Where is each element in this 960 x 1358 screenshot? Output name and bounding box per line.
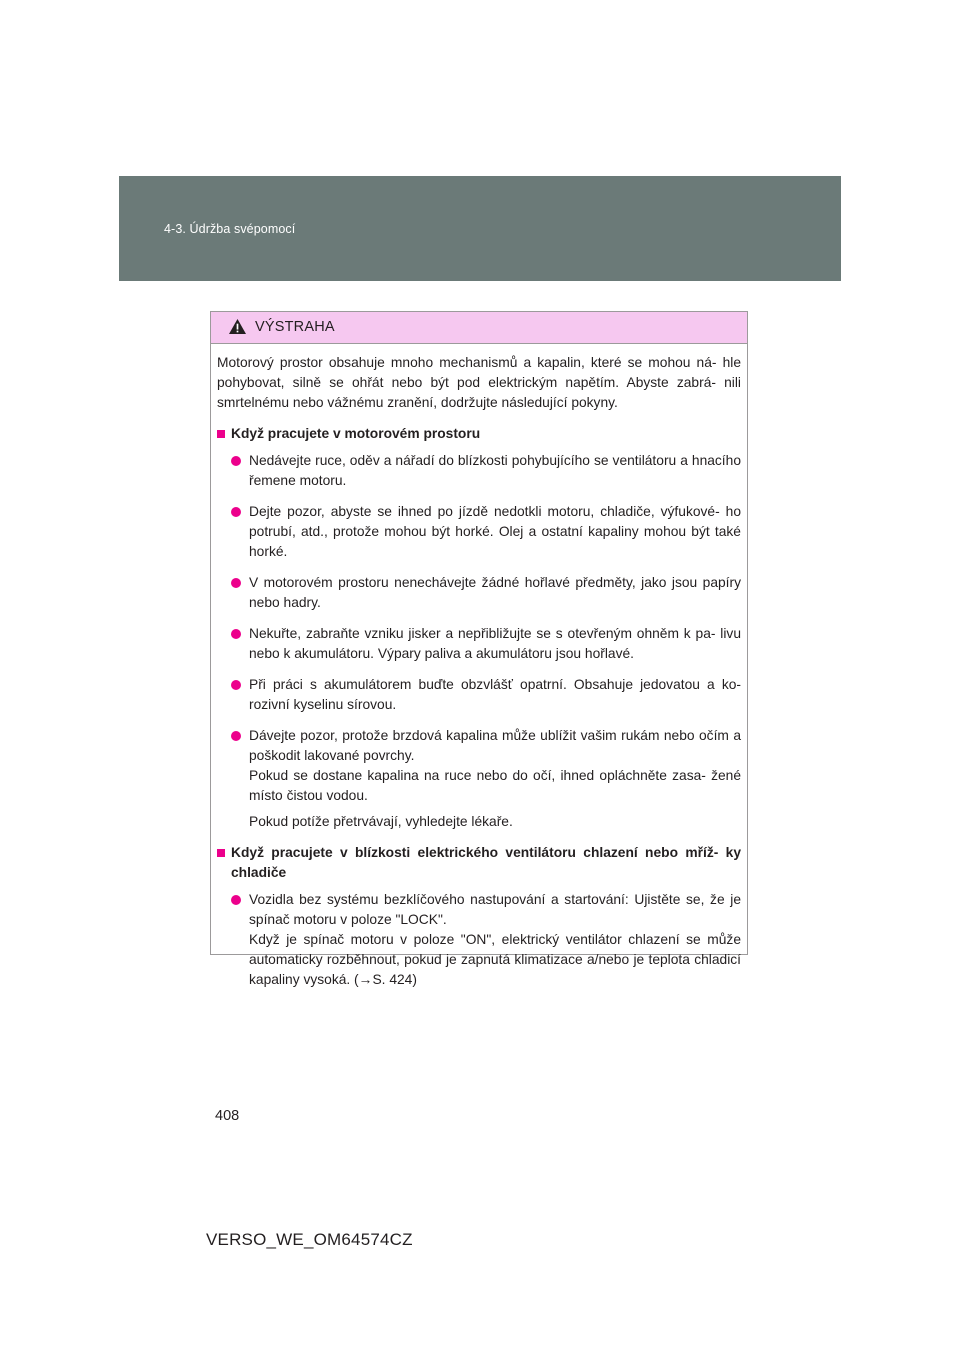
warning-triangle-icon xyxy=(228,318,247,335)
round-bullet-icon xyxy=(231,507,241,517)
round-bullet-icon xyxy=(231,895,241,905)
list-item: Nedávejte ruce, oděv a nářadí do blízkosti pohybujícího se ventilátoru a hnacího řemene motoru. xyxy=(217,451,741,491)
list-item: Při práci s akumulátorem buďte obzvlášť opatrní. Obsahuje jedovatou a ko- rozivní kyselinu sírovou. xyxy=(217,675,741,715)
list-item: Dávejte pozor, protože brzdová kapalina může ublížit vašim rukám nebo očím a poškodit lakované povrchy. Pokud se dostane kapalina na ruce nebo do očí, ihned opláchněte zasa- žené místo čistou vodou. Pokud potíže přetrvávají, vyhledejte lékaře. xyxy=(217,726,741,832)
warning-header xyxy=(211,312,747,344)
section-label: 4-3. Údržba svépomocí xyxy=(164,222,296,236)
list-item: Dejte pozor, abyste se ihned po jízdě nedotkli motoru, chladiče, výfukové- ho potrubí, atd., protože mohou být horké. Olej a ostatní kapaliny mohou být také horké. xyxy=(217,502,741,562)
warning-intro: Motorový prostor obsahuje mnoho mechanismů a kapalin, které se mohou ná- hle pohybovat, silně se ohřát nebo být pod elektrickým napětím. Abyste zabrá- nili smrtelnému nebo vážnému zranění, dodržujte následující pokyny. xyxy=(217,355,741,410)
chapter-header-band xyxy=(119,176,841,281)
round-bullet-icon xyxy=(231,578,241,588)
round-bullet-icon xyxy=(231,680,241,690)
warning-box xyxy=(210,311,748,987)
round-bullet-icon xyxy=(231,456,241,466)
list-item: Nekuřte, zabraňte vzniku jisker a nepřibližujte se s otevřeným ohněm k pa- livu nebo k akumulátoru. Výpary paliva a akumulátoru jsou hořlavé. xyxy=(217,624,741,664)
warning-body xyxy=(211,344,747,990)
round-bullet-icon xyxy=(231,731,241,741)
page-number: 408 xyxy=(215,1108,240,1124)
list-item: V motorovém prostoru nenechávejte žádné hořlavé předměty, jako jsou papíry nebo hadry. xyxy=(217,573,741,613)
round-bullet-icon xyxy=(231,629,241,639)
square-bullet-icon xyxy=(217,849,225,857)
square-bullet-icon xyxy=(217,430,225,438)
document-code: VERSO_WE_OM64574CZ xyxy=(206,1230,413,1249)
condition-heading: Když pracujete v blízkosti elektrického ventilátoru chlazení nebo mříž- ky chladiče xyxy=(217,843,741,883)
condition-heading: Když pracujete v motorovém prostoru xyxy=(217,424,741,444)
list-item: Vozidla bez systému bezklíčového nastupování a startování: Ujistěte se, že je spínač motoru v poloze "LOCK". Když je spínač motoru v poloze "ON", elektrický ventilátor chlazení se může automaticky rozběhnout, pokud je zapnutá klimatizace a/nebo je teplota chladicí kapaliny vysoká. (→S. 424) xyxy=(217,890,741,990)
warning-title: VÝSTRAHA xyxy=(255,319,335,335)
